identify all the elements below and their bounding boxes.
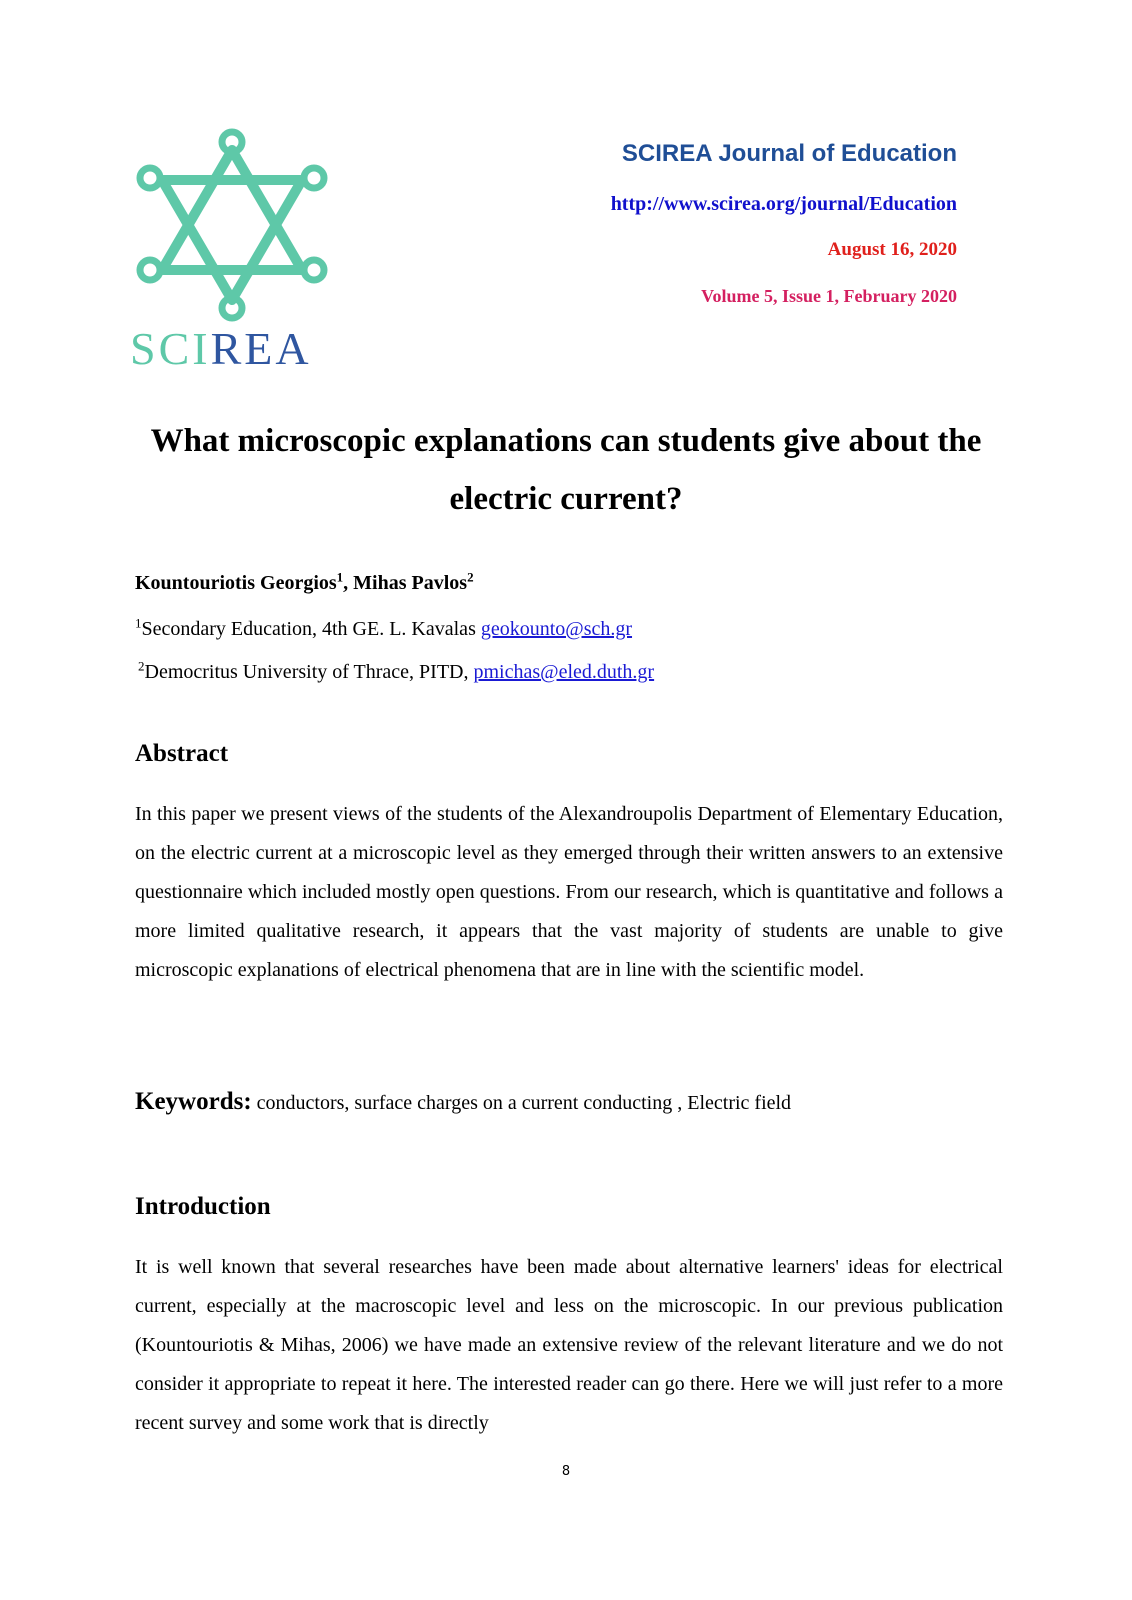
affiliation: [135, 615, 633, 641]
keywords-label: Keywords:: [135, 1088, 252, 1115]
author-affil-mark: 2: [467, 569, 474, 585]
affiliation-mark: 1: [135, 615, 142, 631]
email-link[interactable]: geokounto@sch.gr: [480, 618, 633, 640]
scirea-logo: [130, 128, 345, 373]
keywords-text: conductors, surface charges on a current conducting , Electric field: [251, 1092, 792, 1114]
abstract-text: In this paper we present views of the students of the Alexandroupolis Department of Elementary Education, on the electric current at a microscopic level as they emerged through their written answers to an extensive questionnaire which included mostly open questions. From our research, which is quantitative and follows a more limited qualitative research, it appears that the vast majority of students are unable to give microscopic explanations of electrical phenomena that are in line with the scientific model.: [135, 803, 1003, 981]
page-number: 8: [561, 1464, 571, 1479]
abstract-heading: Abstract: [135, 740, 229, 767]
journal-name: SCIREA Journal of Education: [621, 140, 957, 167]
paper-title: What microscopic explanations can students give about the electric current?: [150, 423, 982, 517]
affiliation-text: Democritus University of Thrace, PITD,: [144, 661, 474, 683]
introduction-heading: Introduction: [135, 1193, 271, 1220]
volume-issue: Volume 5, Issue 1, February 2020: [701, 286, 957, 306]
star-of-david-logo-icon: [130, 128, 345, 373]
logo-wordmark: SCIREA: [130, 323, 312, 373]
affiliation: [138, 658, 655, 684]
keywords: [135, 1088, 791, 1116]
journal-url[interactable]: http://www.scirea.org/journal/Education: [610, 193, 957, 215]
author-name: Mihas Pavlos: [353, 572, 468, 594]
email-link[interactable]: pmichas@eled.duth.gr: [473, 661, 655, 683]
introduction-text: It is well known that several researches have been made about alternative learners' ideas for electrical current, especially at the macroscopic level and less on the microscopic. In our previous publication (Kountouriotis & Mihas, 2006) we have made an extensive review of the relevant literature and we do not consider it appropriate to repeat it here. The interested reader can go there. Here we will just refer to a more recent survey and some work that is directly: [135, 1256, 1003, 1434]
author-name: Kountouriotis Georgios: [135, 572, 337, 594]
author-affil-mark: 1: [336, 569, 344, 585]
author-list: [135, 569, 474, 595]
journal-info: [457, 138, 957, 308]
affiliation-text: Secondary Education, 4th GE. L. Kavalas: [141, 618, 481, 640]
author-separator: ,: [343, 572, 354, 594]
affiliation-mark: 2: [138, 658, 145, 674]
publication-date: August 16, 2020: [827, 239, 957, 260]
